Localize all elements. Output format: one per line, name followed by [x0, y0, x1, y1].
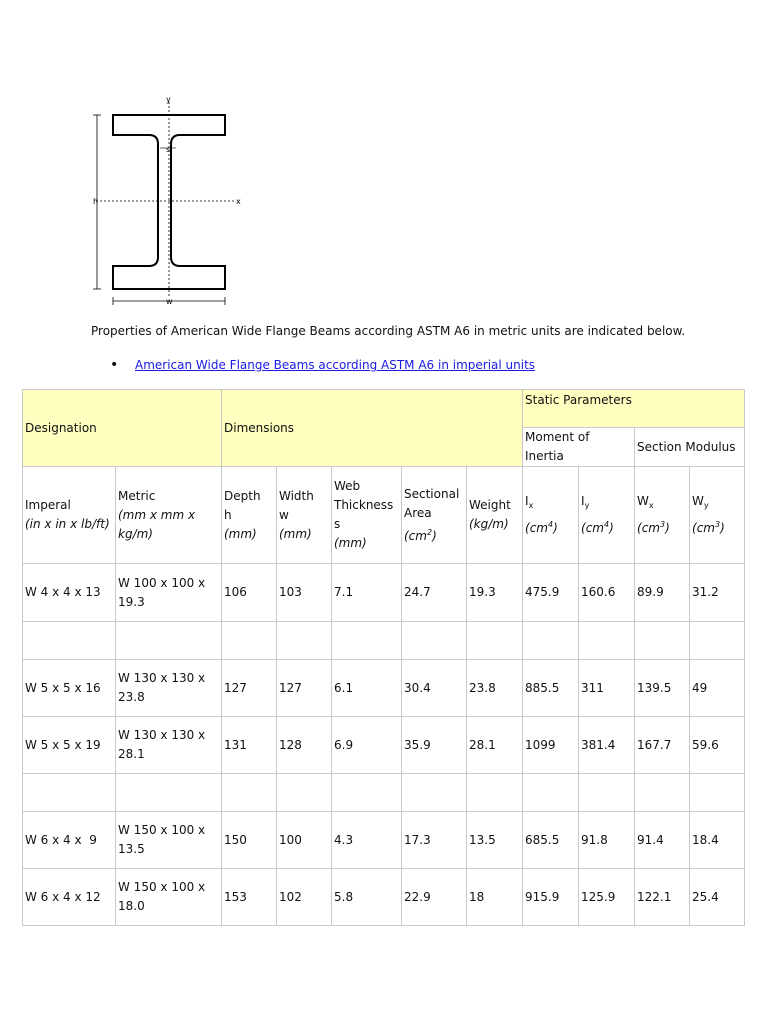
- wy-cell: 49: [690, 660, 745, 717]
- width-cell: 100: [277, 812, 332, 869]
- metric-unit: (mm x mm x kg/m): [118, 507, 196, 541]
- wy-cell: 25.4: [690, 869, 745, 926]
- weight-column-header: Weight (kg/m): [467, 467, 523, 564]
- ix-cell: [523, 774, 579, 812]
- designation-header: Designation: [23, 390, 222, 467]
- width-cell: 127: [277, 660, 332, 717]
- weight-cell: 19.3: [467, 564, 523, 622]
- ix-cell: 915.9: [523, 869, 579, 926]
- metric-cell: W 100 x 100 x 19.3: [116, 564, 222, 622]
- iy-cell: 125.9: [579, 869, 635, 926]
- imperial-cell: [23, 774, 116, 812]
- imperial-units-link[interactable]: American Wide Flange Beams according ASTM A6 in imperial units: [135, 358, 536, 372]
- web-thickness-cell: 4.3: [332, 812, 402, 869]
- depth-column-header: Depth h (mm): [222, 467, 277, 564]
- wx-cell: [635, 774, 690, 812]
- width-column-header: Width w (mm): [277, 467, 332, 564]
- table-row: [23, 812, 745, 869]
- w-label: w: [166, 297, 173, 306]
- iy-cell: [579, 622, 635, 660]
- weight-cell: 18: [467, 869, 523, 926]
- iy-cell: [579, 774, 635, 812]
- table-row: [23, 869, 745, 926]
- depth-cell: [222, 622, 277, 660]
- web-thickness-cell: [332, 774, 402, 812]
- area-cell: 17.3: [402, 812, 467, 869]
- imperial-cell: W 5 x 5 x 16: [23, 660, 116, 717]
- web-thickness-cell: 7.1: [332, 564, 402, 622]
- weight-cell: 13.5: [467, 812, 523, 869]
- table-row: [23, 564, 745, 622]
- depth-cell: 127: [222, 660, 277, 717]
- depth-cell: [222, 774, 277, 812]
- area-cell: [402, 622, 467, 660]
- imperial-cell: [23, 622, 116, 660]
- depth-cell: 131: [222, 717, 277, 774]
- moment-of-inertia-header: Moment of Inertia: [523, 428, 635, 467]
- metric-cell: W 150 x 100 x 18.0: [116, 869, 222, 926]
- imperial-cell: W 6 x 4 x 9: [23, 812, 116, 869]
- iy-cell: 160.6: [579, 564, 635, 622]
- web-thickness-cell: 6.9: [332, 717, 402, 774]
- dimensions-header: Dimensions: [222, 390, 523, 467]
- web-thickness-cell: [332, 622, 402, 660]
- ix-cell: 685.5: [523, 812, 579, 869]
- weight-cell: [467, 622, 523, 660]
- area-cell: 35.9: [402, 717, 467, 774]
- iy-cell: 311: [579, 660, 635, 717]
- table-row: [23, 660, 745, 717]
- link-list: [110, 358, 535, 372]
- width-cell: 128: [277, 717, 332, 774]
- weight-cell: [467, 774, 523, 812]
- area-cell: 24.7: [402, 564, 467, 622]
- weight-cell: 28.1: [467, 717, 523, 774]
- wy-column-header: $W_y$ $(cm^3)$: [690, 467, 745, 564]
- width-cell: [277, 774, 332, 812]
- table-spacer-row: [23, 774, 745, 812]
- metric-cell: W 150 x 100 x 13.5: [116, 812, 222, 869]
- imperial-cell: W 6 x 4 x 12: [23, 869, 116, 926]
- wy-cell: 59.6: [690, 717, 745, 774]
- wy-cell: 31.2: [690, 564, 745, 622]
- metric-cell: W 130 x 130 x 23.8: [116, 660, 222, 717]
- imperial-cell: W 5 x 5 x 19: [23, 717, 116, 774]
- wy-cell: 18.4: [690, 812, 745, 869]
- web-thickness-cell: 5.8: [332, 869, 402, 926]
- x-axis-label: x: [236, 197, 241, 206]
- area-cell: [402, 774, 467, 812]
- wx-cell: 167.7: [635, 717, 690, 774]
- iy-cell: 381.4: [579, 717, 635, 774]
- imperial-label: Imperal: [25, 498, 71, 512]
- wx-cell: 89.9: [635, 564, 690, 622]
- depth-cell: 106: [222, 564, 277, 622]
- wx-cell: 139.5: [635, 660, 690, 717]
- ix-cell: 1099: [523, 717, 579, 774]
- s-label: s: [166, 145, 171, 154]
- weight-cell: 23.8: [467, 660, 523, 717]
- metric-column-header: [116, 467, 222, 564]
- area-column-header: Sectional Area $(cm^2)$: [402, 467, 467, 564]
- iy-cell: 91.8: [579, 812, 635, 869]
- depth-cell: 153: [222, 869, 277, 926]
- wx-column-header: $W_x$ $(cm^3)$: [635, 467, 690, 564]
- web-thickness-column-header: Web Thickness s (mm): [332, 467, 402, 564]
- imperial-cell: W 4 x 4 x 13: [23, 564, 116, 622]
- ix-column-header: $I_x$ $(cm^4)$: [523, 467, 579, 564]
- static-parameters-header: Static Parameters: [523, 390, 745, 428]
- ix-cell: [523, 622, 579, 660]
- ix-cell: 475.9: [523, 564, 579, 622]
- imperial-unit: (in x in x lb/ft): [25, 517, 110, 531]
- width-cell: [277, 622, 332, 660]
- link-list-item: [110, 358, 535, 372]
- metric-cell: W 130 x 130 x 28.1: [116, 717, 222, 774]
- wide-flange-beam-diagram: [86, 92, 256, 312]
- width-cell: 102: [277, 869, 332, 926]
- wx-cell: 122.1: [635, 869, 690, 926]
- intro-text: Properties of American Wide Flange Beams according ASTM A6 in metric units are indicated below.: [91, 324, 686, 338]
- iy-column-header: $I_y$ $(cm^4)$: [579, 467, 635, 564]
- wy-cell: [690, 622, 745, 660]
- metric-cell: [116, 622, 222, 660]
- table-spacer-row: [23, 622, 745, 660]
- wx-cell: 91.4: [635, 812, 690, 869]
- section-modulus-header: Section Modulus: [635, 428, 745, 467]
- width-cell: 103: [277, 564, 332, 622]
- area-cell: 30.4: [402, 660, 467, 717]
- h-label: h: [93, 197, 99, 206]
- table-row: [23, 717, 745, 774]
- metric-label: Metric: [118, 488, 156, 503]
- imperial-column-header: [23, 467, 116, 564]
- metric-cell: [116, 774, 222, 812]
- depth-cell: 150: [222, 812, 277, 869]
- wx-cell: [635, 622, 690, 660]
- web-thickness-cell: 6.1: [332, 660, 402, 717]
- ix-cell: 885.5: [523, 660, 579, 717]
- y-axis-label: y: [166, 95, 171, 104]
- area-cell: 22.9: [402, 869, 467, 926]
- beam-properties-table: [22, 389, 745, 926]
- wy-cell: [690, 774, 745, 812]
